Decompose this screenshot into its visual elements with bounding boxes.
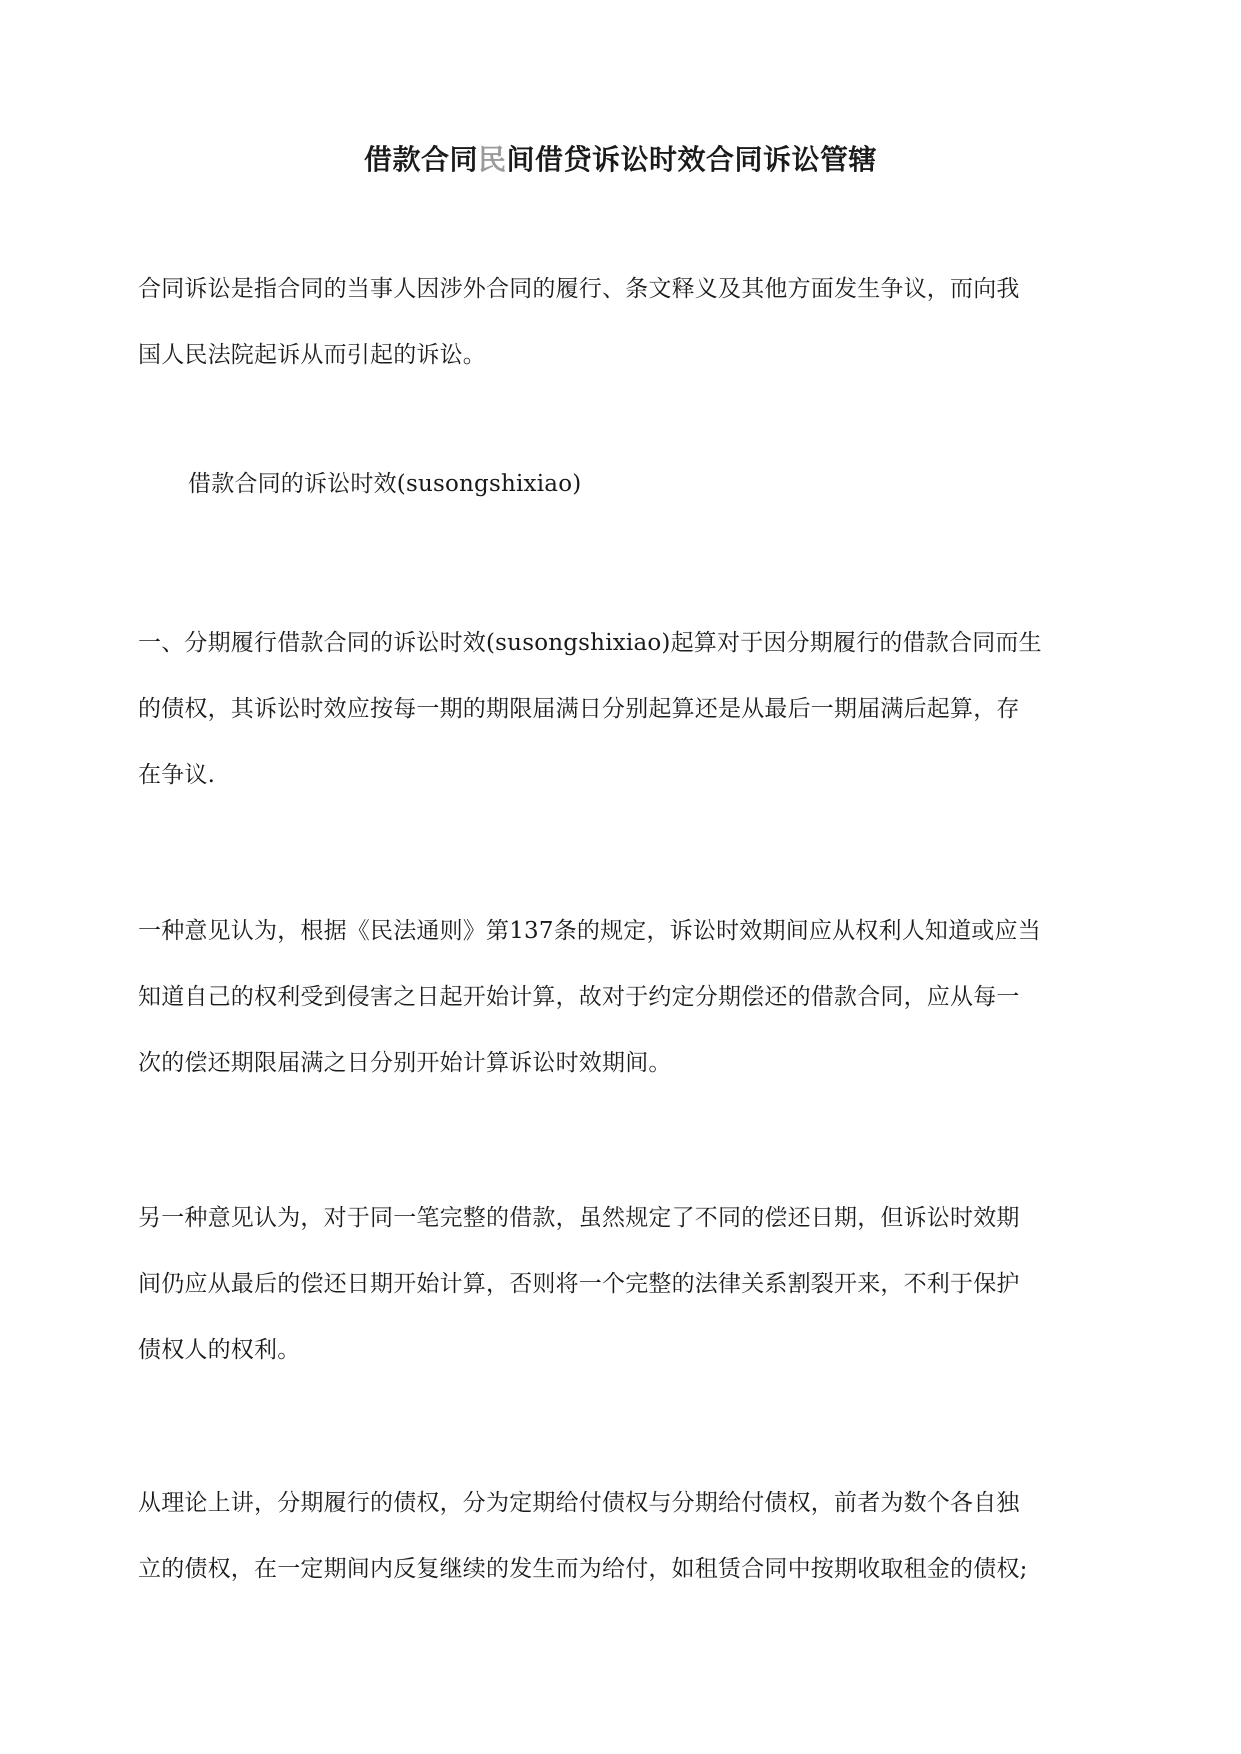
paragraph-opinion-two [138, 1185, 1108, 1383]
paragraph-line: 国人民法院起诉从而引起的诉讼。 [138, 342, 486, 368]
title-part-1: 借款合同 [363, 143, 478, 176]
title-faded-char: 民 [477, 143, 507, 176]
paragraph-line: 立的债权，在一定期间内反复继续的发生而为给付，如租赁合同中按期收取租金的债权; [138, 1556, 1028, 1582]
page-title [0, 140, 1241, 180]
paragraph-contract-litigation [138, 256, 1108, 388]
paragraph-line: 另一种意见认为，对于同一笔完整的借款，虽然规定了不同的偿还日期，但诉讼时效期 [138, 1205, 1020, 1231]
paragraph-installment [138, 610, 1108, 808]
title-part-2: 间借贷诉讼时效合同诉讼管辖 [506, 143, 878, 176]
section-heading-limitation [188, 451, 1158, 517]
paragraph-line: 间仍应从最后的偿还日期开始计算，否则将一个完整的法律关系割裂开来，不利于保护 [138, 1271, 1020, 1297]
paragraph-theory [138, 1470, 1108, 1602]
paragraph-line: 从理论上讲，分期履行的债权，分为定期给付债权与分期给付债权，前者为数个各自独 [138, 1490, 1020, 1516]
paragraph-line: 次的偿还期限届满之日分别开始计算诉讼时效期间。 [138, 1050, 672, 1076]
paragraph-line: 一种意见认为，根据《民法通则》第137条的规定，诉讼时效期间应从权利人知道或应当 [138, 918, 1041, 944]
paragraph-line: 借款合同的诉讼时效(susongshixiao) [188, 471, 582, 497]
paragraph-line: 的债权，其诉讼时效应按每一期的期限届满日分别起算还是从最后一期届满后起算，存 [138, 696, 1020, 722]
paragraph-line: 合同诉讼是指合同的当事人因涉外合同的履行、条文释义及其他方面发生争议，而向我 [138, 276, 1020, 302]
paragraph-line: 在争议. [138, 762, 216, 788]
paragraph-line: 知道自己的权利受到侵害之日起开始计算，故对于约定分期偿还的借款合同，应从每一 [138, 984, 1020, 1010]
paragraph-opinion-one [138, 898, 1108, 1096]
paragraph-line: 一、分期履行借款合同的诉讼时效(susongshixiao)起算对于因分期履行的借款合同而生 [138, 630, 1042, 656]
paragraph-line: 债权人的权利。 [138, 1337, 301, 1363]
